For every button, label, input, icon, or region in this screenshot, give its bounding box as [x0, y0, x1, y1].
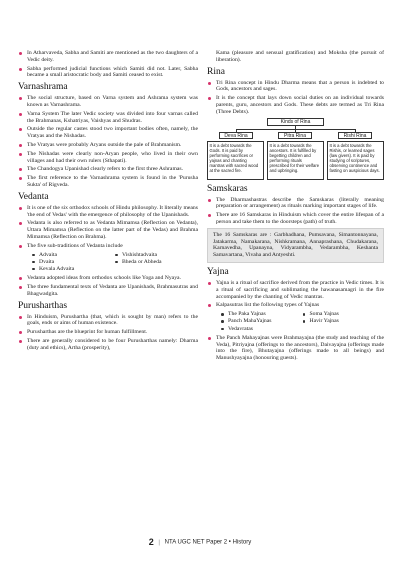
purusharthas-bullet: Purusharthas are the blueprint for human fulfillment. [18, 329, 198, 336]
vedanta-heading: Vedanta [18, 191, 49, 202]
page-number: 2 [148, 537, 154, 547]
diagram-root-node: Kinds of Rina [267, 118, 324, 126]
deva-rina-description: It is a debt towards the Gods. It is paid by performing sacrifices or yajnas and chanting mantras with sacred wood at the sacred fire. [207, 141, 264, 180]
yajna-type-item: Panch MahaYajnas [221, 318, 303, 325]
kinds-of-rina-diagram [207, 118, 384, 180]
vedanta-bullet: The five sub-traditions of Vedanta include [18, 243, 198, 250]
tradition-item: Bheda or Abheda [115, 259, 198, 266]
vedanta-bullet: The three fundamental texts of Vedanta are Upanishads, Brahmasutras and Bhagwadgita. [18, 284, 198, 298]
pitra-rina-description: It is a debt towards the ancestors. It is fulfilled by begetting children and performing rituals prescribed for their welfare and upbringing. [267, 141, 324, 180]
tradition-item: Vishishtadvaita [115, 252, 198, 259]
vedanta-bullet: Vedanta adopted ideas from orthodox schools like Yoga and Nyaya. [18, 275, 198, 282]
yajna-type-item: Havir Yajnas [303, 318, 385, 325]
rina-bullet: It is the concept that lays down social duties on an individual towards parents, guru, ancestors and Gods. These debts are termed as Tri Rina (Three Debts). [207, 95, 384, 115]
vedanta-bullet: Vedanta is also referred to as Vedanta Mimamsa (Reflection on Vedanta), Uttara Mimamsa (Reflection on the latter part of the Vedas) and Brahma Mimamsa (Reflection on Brahma). [18, 220, 198, 240]
yajna-type-item: Soma Yajnas [303, 311, 385, 318]
purusharthas-bullet: In Hinduism, Purusharthа (that, which is sought by man) refers to the goals, ends or aims of human existence. [18, 314, 198, 328]
rishi-rina-node: Rishi Rina [338, 132, 372, 139]
yajna-bullet: The Panch Mahayajnas were Brahmayajna (the study and teaching of the Veda), Pitriyajna (offerings to the ancestors), Daivayajna (offerings made into the fire), Bhutayajna (offerings made to all beings) and Manushyayajna (honouring guests). [207, 335, 384, 362]
intro-bullet: In Atharvaveda, Sabha and Samiti are mentioned as the two daughters of a Vedic deity. [18, 50, 198, 64]
varnashrama-bullet: Varna System The later Vedic society was divided into four varnas called the Brahmanas, Kshatriyas, Vaishyas and Shudras. [18, 111, 198, 125]
page-footer [0, 537, 400, 547]
tradition-item: Advaita [32, 252, 115, 259]
yajna-heading: Yajna [207, 266, 229, 277]
samskaras-list-box: The 16 Samskaras are : Garbhadhana, Pumsavana, Simantonnayana, Jatakarma, Namakarana, Nishkramana, Annaprashana, Chudakarana, Karnavedha, Upanayna, Vidyarambha, Vedarambha, Keshanta Samavartana, Vivaha and Antyeshti. [207, 228, 384, 263]
varnashrama-heading: Varnashrama [18, 82, 68, 93]
footer-book-title: NTA UGC NET Paper 2 [164, 539, 228, 546]
vedanta-traditions-list [18, 252, 198, 274]
footer-bullet-icon: • [228, 539, 233, 546]
rina-bullet: Tri Rina concept in Hindu Dharma means that a person is indebted to Gods, ancestors and sages. [207, 80, 384, 94]
right-column [207, 50, 384, 364]
yajna-type-item: Vedavratas [221, 326, 303, 333]
footer-separator: | [158, 539, 160, 546]
varnashrama-bullet: The Chandogya Upanishad clearly refers to the first three Ashramas. [18, 166, 198, 173]
intro-bullet: Sabha performed judicial functions which Samiti did not. Later, Sabha became a small aristocratic body and Samiti ceased to exist. [18, 66, 198, 80]
tradition-item: Dvaita [32, 259, 115, 266]
vedanta-bullet: It is one of the six orthodox schools of Hindu philosophy. It literally means 'the end of Vedas' with the emergence of philosophy of the Upanishads. [18, 205, 198, 219]
samskaras-bullet: The Dharmashastras describe the Samskaras (literally meaning preparation or arrangement) as rituals marking important stages of life. [207, 197, 384, 211]
rina-heading: Rina [207, 66, 225, 77]
purusharthas-heading: Purusharthas [18, 300, 68, 311]
samskaras-heading: Samskaras [207, 183, 248, 194]
varnashrama-bullet: The Vratyas were probably Aryans outside the pale of Brahmanism. [18, 142, 198, 149]
yajna-bullet: Yajna is a ritual of sacrifice derived from the practice in Vedic times. It is a ritual of sacrificing and sublimating the hawanasamagri in the fire accompanied by the chanting of Vedic mantras. [207, 280, 384, 300]
pitra-rina-node: Pitra Rina [278, 132, 312, 139]
tradition-item: Kevala Advaita [32, 266, 115, 273]
varnashrama-bullet: The social structure, based on Varna system and Ashrama system was known as Varnashrama. [18, 95, 198, 109]
samskaras-bullet: There are 16 Samskaras in Hinduism which cover the entire lifespan of a person and take them to the doorsteps (path) of truth. [207, 212, 384, 226]
rishi-rina-description: It is a debt towards the Rishis, or learned sages (law givers). It is paid by studying of scriptures, observing continence and fasting on auspicious days. [327, 141, 384, 180]
varnashrama-bullet: The Nishadas were clearly non-Aryan people, who lived in their own villages and had their own rulers (Sthapati). [18, 151, 198, 165]
left-column [18, 50, 198, 354]
purusharthas-bullet: There are generally considered to be four Purusharthas namely: Dharma (duty and ethics), Artha (prosperity), [18, 338, 198, 352]
varnashrama-bullet: The first reference to the Varnashrama system is found in the 'Purusha Sukta' of Rigveda. [18, 175, 198, 189]
deva-rina-node: Deva Rina [219, 132, 253, 139]
purusharthas-continued: Kama (pleasure and sensual gratification) and Moksha (the pursuit of liberation). [216, 50, 384, 63]
varnashrama-bullet: Outside the regular castes stood two important bodies often, namely, the Vratyas and the Nishadas. [18, 126, 198, 140]
yajna-type-item: The Paka Yajnas [221, 311, 303, 318]
yajna-bullet: Kalpasutras list the following types of Yajnas [207, 302, 384, 309]
yajna-types-list [207, 311, 384, 333]
footer-subject: History [232, 539, 252, 546]
